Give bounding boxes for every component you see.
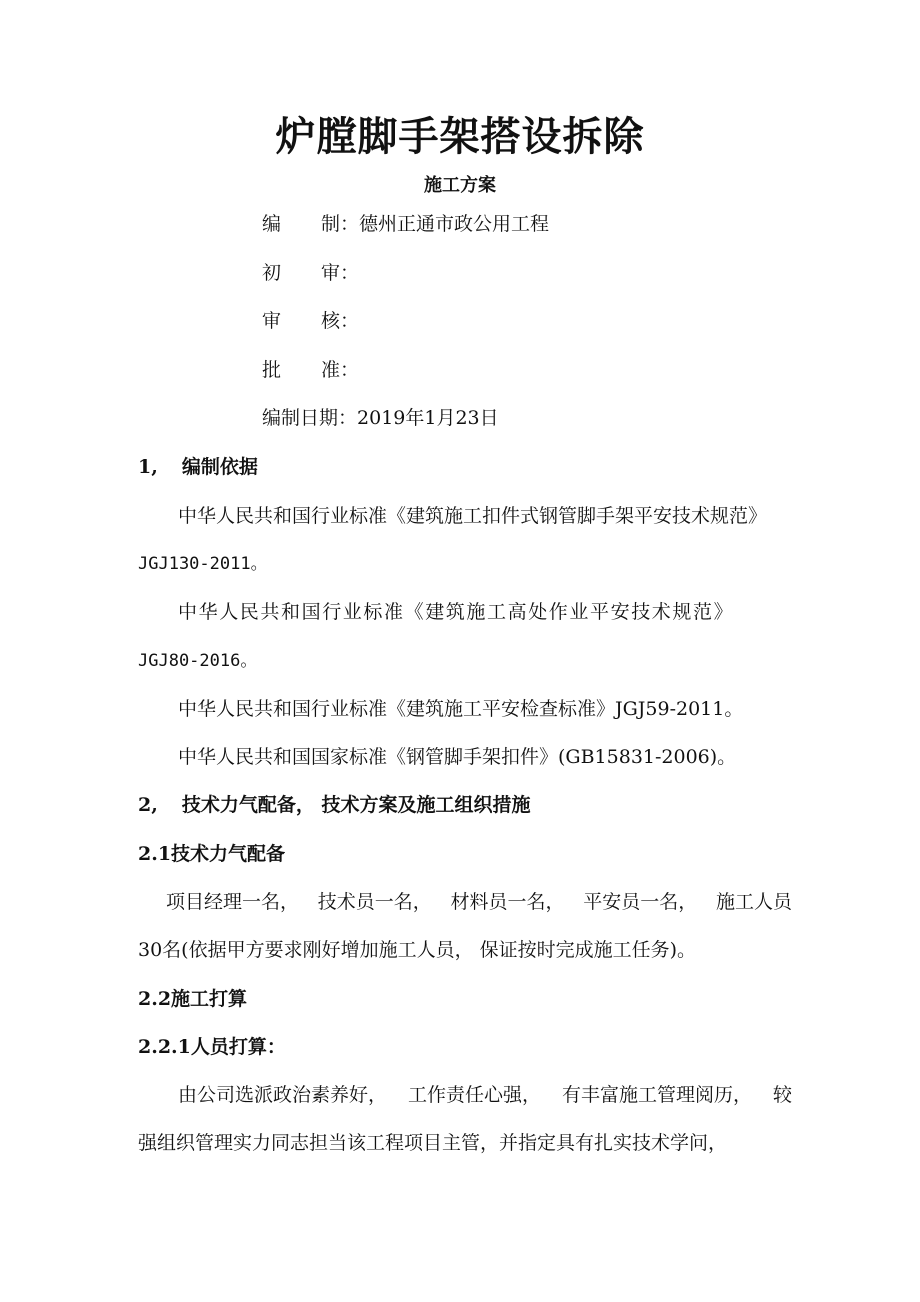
subsection-2-1: 2.1技术力气配备 xyxy=(138,843,286,865)
subsection-2-2-1: 2.2.1人员打算： xyxy=(138,1036,286,1058)
meta-compiler-value: 德州正通市政公用工程 xyxy=(359,213,550,235)
meta-date-value: 2019年1月23日 xyxy=(357,407,499,429)
ref-item-4: 中华人民共和国国家标准《钢管脚手架扣件》(GB15831-2006)。 xyxy=(178,746,737,768)
ref-item-2-line2: JGJ80-2016。 xyxy=(138,651,258,671)
meta-compiler-label-a: 编 xyxy=(262,213,282,235)
personnel-para-line1 xyxy=(178,1081,792,1109)
meta-first-review-label-b: 审： xyxy=(321,262,360,284)
section2-heading-text: 技术力气配备， 技术方案及施工组织措施 xyxy=(181,794,531,816)
meta-approve xyxy=(262,356,359,384)
section1-heading xyxy=(138,453,258,481)
staff-line-2: 30名(依据甲方要求刚好增加施工人员， 保证按时完成施工任务)。 xyxy=(138,939,697,961)
meta-compiler-label-b: 制： xyxy=(321,213,360,235)
para-part: 工作责任心强， xyxy=(407,1084,541,1106)
meta-first-review-label-a: 初 xyxy=(262,262,282,284)
meta-compiler xyxy=(262,210,549,238)
meta-review-label-b: 核： xyxy=(321,310,360,332)
document-title: 炉膛脚手架搭设拆除 xyxy=(275,113,645,160)
staff-item: 技术员一名， xyxy=(317,891,432,913)
meta-review xyxy=(262,307,359,335)
staff-item: 材料员一名， xyxy=(450,891,565,913)
meta-approve-label-b: 准： xyxy=(321,359,360,381)
section2-heading xyxy=(138,791,530,819)
section1-heading-text: 编制依据 xyxy=(181,456,258,478)
meta-first-review xyxy=(262,259,359,287)
ref-item-1-line1: 中华人民共和国行业标准《建筑施工扣件式钢管脚手架平安技术规范》 xyxy=(178,505,768,527)
meta-approve-label-a: 批 xyxy=(262,359,282,381)
meta-date-label: 编制日期： xyxy=(262,407,358,429)
ref-item-3: 中华人民共和国行业标准《建筑施工平安检查标准》JGJ59-2011。 xyxy=(178,698,744,720)
meta-date xyxy=(262,404,499,432)
meta-review-label-a: 审 xyxy=(262,310,282,332)
para-part: 有丰富施工管理阅历， xyxy=(561,1084,752,1106)
staff-item: 平安员一名， xyxy=(583,891,698,913)
subsection-2-2: 2.2施工打算 xyxy=(138,988,248,1010)
section1-heading-num: 1, xyxy=(138,456,158,478)
ref-item-2-line1: 中华人民共和国行业标准《建筑施工高处作业平安技术规范》 xyxy=(178,601,735,623)
staff-line xyxy=(166,888,792,916)
staff-item: 项目经理一名， xyxy=(166,891,300,913)
para-part: 较 xyxy=(772,1084,792,1106)
staff-item: 施工人员 xyxy=(715,891,792,913)
ref-item-1-line2: JGJ130-2011。 xyxy=(138,554,268,574)
personnel-para-line2: 强组织管理实力同志担当该工程项目主管，并指定具有扎实技术学问， xyxy=(138,1132,728,1154)
section2-heading-num: 2, xyxy=(138,794,158,816)
document-subtitle: 施工方案 xyxy=(424,175,496,196)
para-part: 由公司选派政治素养好， xyxy=(178,1084,388,1106)
